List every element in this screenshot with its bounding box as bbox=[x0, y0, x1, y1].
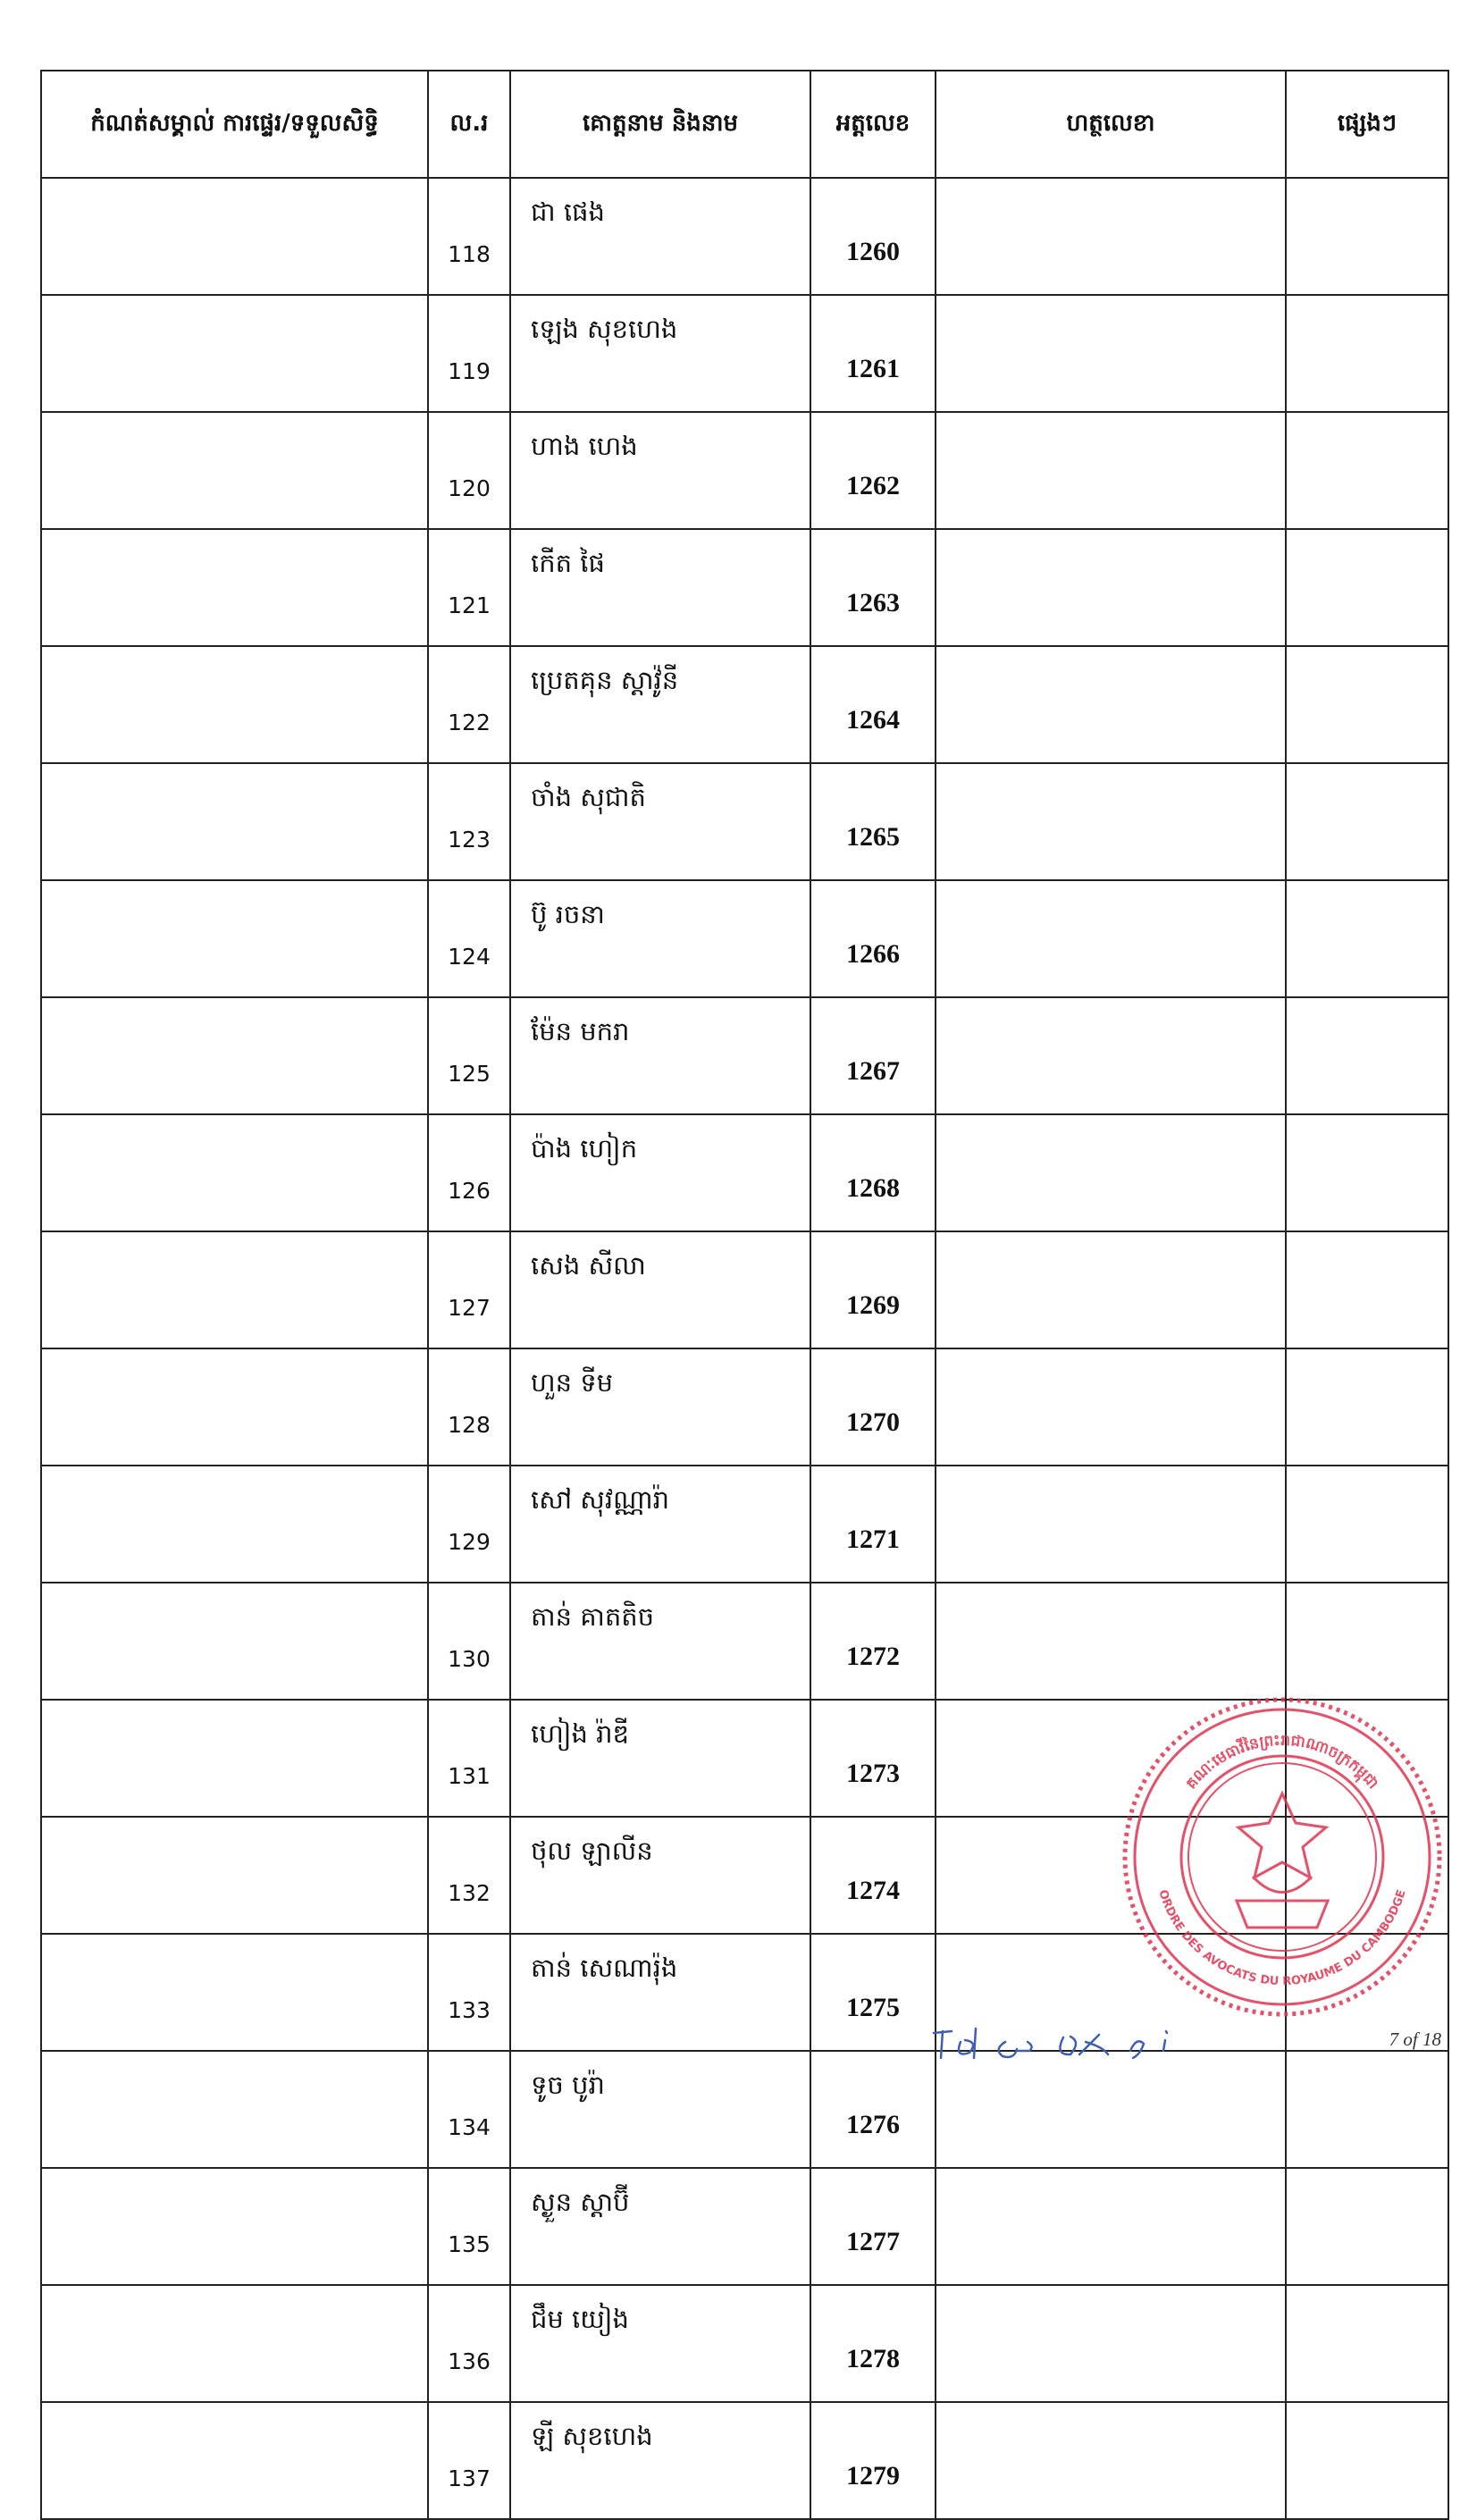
lawyer-id-number: 1268 bbox=[810, 1114, 936, 1231]
table-row bbox=[41, 1231, 1448, 1348]
table-row bbox=[41, 2285, 1448, 2402]
row-number: 126 bbox=[428, 1114, 510, 1231]
bar-association-seal bbox=[1119, 1693, 1446, 2020]
lawyer-name: ហៀង រ៉ាឌី bbox=[510, 1700, 810, 1817]
other-cell bbox=[1286, 763, 1448, 880]
lawyer-name: តាន់ គាតតិច bbox=[510, 1583, 810, 1700]
notes-cell bbox=[41, 997, 428, 1114]
lawyer-id-number: 1261 bbox=[810, 295, 936, 412]
notes-cell bbox=[41, 2285, 428, 2402]
notes-cell bbox=[41, 763, 428, 880]
other-cell bbox=[1286, 295, 1448, 412]
lawyer-id-number: 1270 bbox=[810, 1348, 936, 1466]
lawyer-name: ហួន ទីម bbox=[510, 1348, 810, 1466]
table-row bbox=[41, 763, 1448, 880]
row-number: 135 bbox=[428, 2168, 510, 2285]
notes-cell bbox=[41, 1466, 428, 1583]
row-number: 124 bbox=[428, 880, 510, 997]
lawyer-id-number: 1265 bbox=[810, 763, 936, 880]
lawyer-id-number: 1260 bbox=[810, 178, 936, 295]
lawyer-id-number: 1274 bbox=[810, 1817, 936, 1934]
row-number: 122 bbox=[428, 646, 510, 763]
lawyer-name: សៅ សុវណ្ណារ៉ា bbox=[510, 1466, 810, 1583]
other-cell bbox=[1286, 2051, 1448, 2168]
other-cell bbox=[1286, 2285, 1448, 2402]
table-row bbox=[41, 2402, 1448, 2519]
row-number: 133 bbox=[428, 1934, 510, 2051]
handwritten-signature bbox=[929, 2015, 1197, 2069]
table-row bbox=[41, 1466, 1448, 1583]
notes-cell bbox=[41, 880, 428, 997]
lawyer-name: សេង សីលា bbox=[510, 1231, 810, 1348]
lawyer-id-number: 1262 bbox=[810, 412, 936, 529]
signature-cell bbox=[936, 412, 1286, 529]
lawyer-name: តាន់ សេណារ៉ុង bbox=[510, 1934, 810, 2051]
row-number: 128 bbox=[428, 1348, 510, 1466]
table-row bbox=[41, 880, 1448, 997]
signature-cell bbox=[936, 880, 1286, 997]
table-body bbox=[41, 178, 1448, 2519]
table-row bbox=[41, 178, 1448, 295]
notes-cell bbox=[41, 1583, 428, 1700]
registry-table bbox=[40, 70, 1449, 2520]
row-number: 134 bbox=[428, 2051, 510, 2168]
row-number: 125 bbox=[428, 997, 510, 1114]
row-number: 131 bbox=[428, 1700, 510, 1817]
notes-cell bbox=[41, 295, 428, 412]
lawyer-name: ប្រេតគុន ស្តាវ៉ូនី bbox=[510, 646, 810, 763]
notes-cell bbox=[41, 1700, 428, 1817]
lawyer-name: ស្ងួន ស្តាប៊ី bbox=[510, 2168, 810, 2285]
lawyer-name: ចាំង សុជាតិ bbox=[510, 763, 810, 880]
lawyer-id-number: 1266 bbox=[810, 880, 936, 997]
lawyer-name: ជា ផេង bbox=[510, 178, 810, 295]
lawyer-name: ថុល ឡាលីន bbox=[510, 1817, 810, 1934]
row-number: 120 bbox=[428, 412, 510, 529]
lawyer-id-number: 1278 bbox=[810, 2285, 936, 2402]
notes-cell bbox=[41, 646, 428, 763]
table-row bbox=[41, 1583, 1448, 1700]
lawyer-id-number: 1267 bbox=[810, 997, 936, 1114]
signature-cell bbox=[936, 1583, 1286, 1700]
lawyer-name: កើត ផៃ bbox=[510, 529, 810, 646]
table-row bbox=[41, 529, 1448, 646]
other-cell bbox=[1286, 2402, 1448, 2519]
seal-outer-text: ORDRE DES AVOCATS DU ROYAUME DU CAMBODGE bbox=[1155, 1887, 1409, 1989]
notes-cell bbox=[41, 1114, 428, 1231]
lawyer-id-number: 1272 bbox=[810, 1583, 936, 1700]
lawyer-name: ហាង ហេង bbox=[510, 412, 810, 529]
other-cell bbox=[1286, 412, 1448, 529]
other-cell bbox=[1286, 1114, 1448, 1231]
other-cell bbox=[1286, 646, 1448, 763]
signature-cell bbox=[936, 295, 1286, 412]
row-number: 130 bbox=[428, 1583, 510, 1700]
signature-cell bbox=[936, 2402, 1286, 2519]
table-row bbox=[41, 646, 1448, 763]
row-number: 121 bbox=[428, 529, 510, 646]
signature-cell bbox=[936, 1231, 1286, 1348]
other-cell bbox=[1286, 1348, 1448, 1466]
table-row bbox=[41, 1114, 1448, 1231]
notes-cell bbox=[41, 412, 428, 529]
lawyer-name: ជឹម យៀង bbox=[510, 2285, 810, 2402]
row-number: 137 bbox=[428, 2402, 510, 2519]
signature-cell bbox=[936, 178, 1286, 295]
signature-cell bbox=[936, 997, 1286, 1114]
other-cell bbox=[1286, 2168, 1448, 2285]
notes-cell bbox=[41, 1348, 428, 1466]
lawyer-id-number: 1279 bbox=[810, 2402, 936, 2519]
other-cell bbox=[1286, 997, 1448, 1114]
table-header-row bbox=[41, 71, 1448, 178]
lawyer-name: ឡី សុខហេង bbox=[510, 2402, 810, 2519]
lawyer-name: ម៉ែន មករា bbox=[510, 997, 810, 1114]
notes-cell bbox=[41, 2168, 428, 2285]
table-row bbox=[41, 2168, 1448, 2285]
row-number: 132 bbox=[428, 1817, 510, 1934]
table-row bbox=[41, 295, 1448, 412]
row-number: 119 bbox=[428, 295, 510, 412]
header-notes: កំណត់សម្គាល់ ការផ្ទេរ/ទទួលសិទ្ធិ bbox=[41, 71, 428, 178]
notes-cell bbox=[41, 178, 428, 295]
signature-cell bbox=[936, 2285, 1286, 2402]
signature-cell bbox=[936, 646, 1286, 763]
lawyer-id-number: 1263 bbox=[810, 529, 936, 646]
row-number: 118 bbox=[428, 178, 510, 295]
other-cell bbox=[1286, 529, 1448, 646]
lawyer-id-number: 1277 bbox=[810, 2168, 936, 2285]
header-id-number: អត្តលេខ bbox=[810, 71, 936, 178]
table-row bbox=[41, 997, 1448, 1114]
notes-cell bbox=[41, 1817, 428, 1934]
table-row bbox=[41, 2051, 1448, 2168]
header-number: ល.រ bbox=[428, 71, 510, 178]
row-number: 127 bbox=[428, 1231, 510, 1348]
header-signature: ហត្ថលេខា bbox=[936, 71, 1286, 178]
signature-cell bbox=[936, 1466, 1286, 1583]
signature-cell bbox=[936, 763, 1286, 880]
signature-cell bbox=[936, 1348, 1286, 1466]
lawyer-name: ទូច បូរ៉ា bbox=[510, 2051, 810, 2168]
signature-cell bbox=[936, 2168, 1286, 2285]
notes-cell bbox=[41, 1231, 428, 1348]
row-number: 136 bbox=[428, 2285, 510, 2402]
row-number: 129 bbox=[428, 1466, 510, 1583]
lawyer-name: ប៉ាង ហៀក bbox=[510, 1114, 810, 1231]
registry-table-wrapper bbox=[40, 70, 1448, 2520]
lawyer-id-number: 1269 bbox=[810, 1231, 936, 1348]
page-number: 7 of 18 bbox=[1389, 2029, 1441, 2050]
signature-cell bbox=[936, 529, 1286, 646]
lawyer-name: ឡេង សុខហេង bbox=[510, 295, 810, 412]
notes-cell bbox=[41, 2051, 428, 2168]
table-row bbox=[41, 1348, 1448, 1466]
notes-cell bbox=[41, 2402, 428, 2519]
lawyer-id-number: 1276 bbox=[810, 2051, 936, 2168]
other-cell bbox=[1286, 1466, 1448, 1583]
other-cell bbox=[1286, 178, 1448, 295]
other-cell bbox=[1286, 1583, 1448, 1700]
row-number: 123 bbox=[428, 763, 510, 880]
seal-inner-text: គណៈមេធាវីនៃព្រះរាជាណាចក្រកម្ពុជា bbox=[1182, 1731, 1382, 1793]
lawyer-name: ប៊ូ រចនា bbox=[510, 880, 810, 997]
notes-cell bbox=[41, 529, 428, 646]
lawyer-id-number: 1273 bbox=[810, 1700, 936, 1817]
other-cell bbox=[1286, 880, 1448, 997]
other-cell bbox=[1286, 1231, 1448, 1348]
notes-cell bbox=[41, 1934, 428, 2051]
table-row bbox=[41, 412, 1448, 529]
lawyer-id-number: 1271 bbox=[810, 1466, 936, 1583]
header-full-name: គោត្តនាម និងនាម bbox=[510, 71, 810, 178]
lawyer-id-number: 1275 bbox=[810, 1934, 936, 2051]
lawyer-id-number: 1264 bbox=[810, 646, 936, 763]
signature-cell bbox=[936, 1114, 1286, 1231]
header-other: ផ្សេងៗ bbox=[1286, 71, 1448, 178]
